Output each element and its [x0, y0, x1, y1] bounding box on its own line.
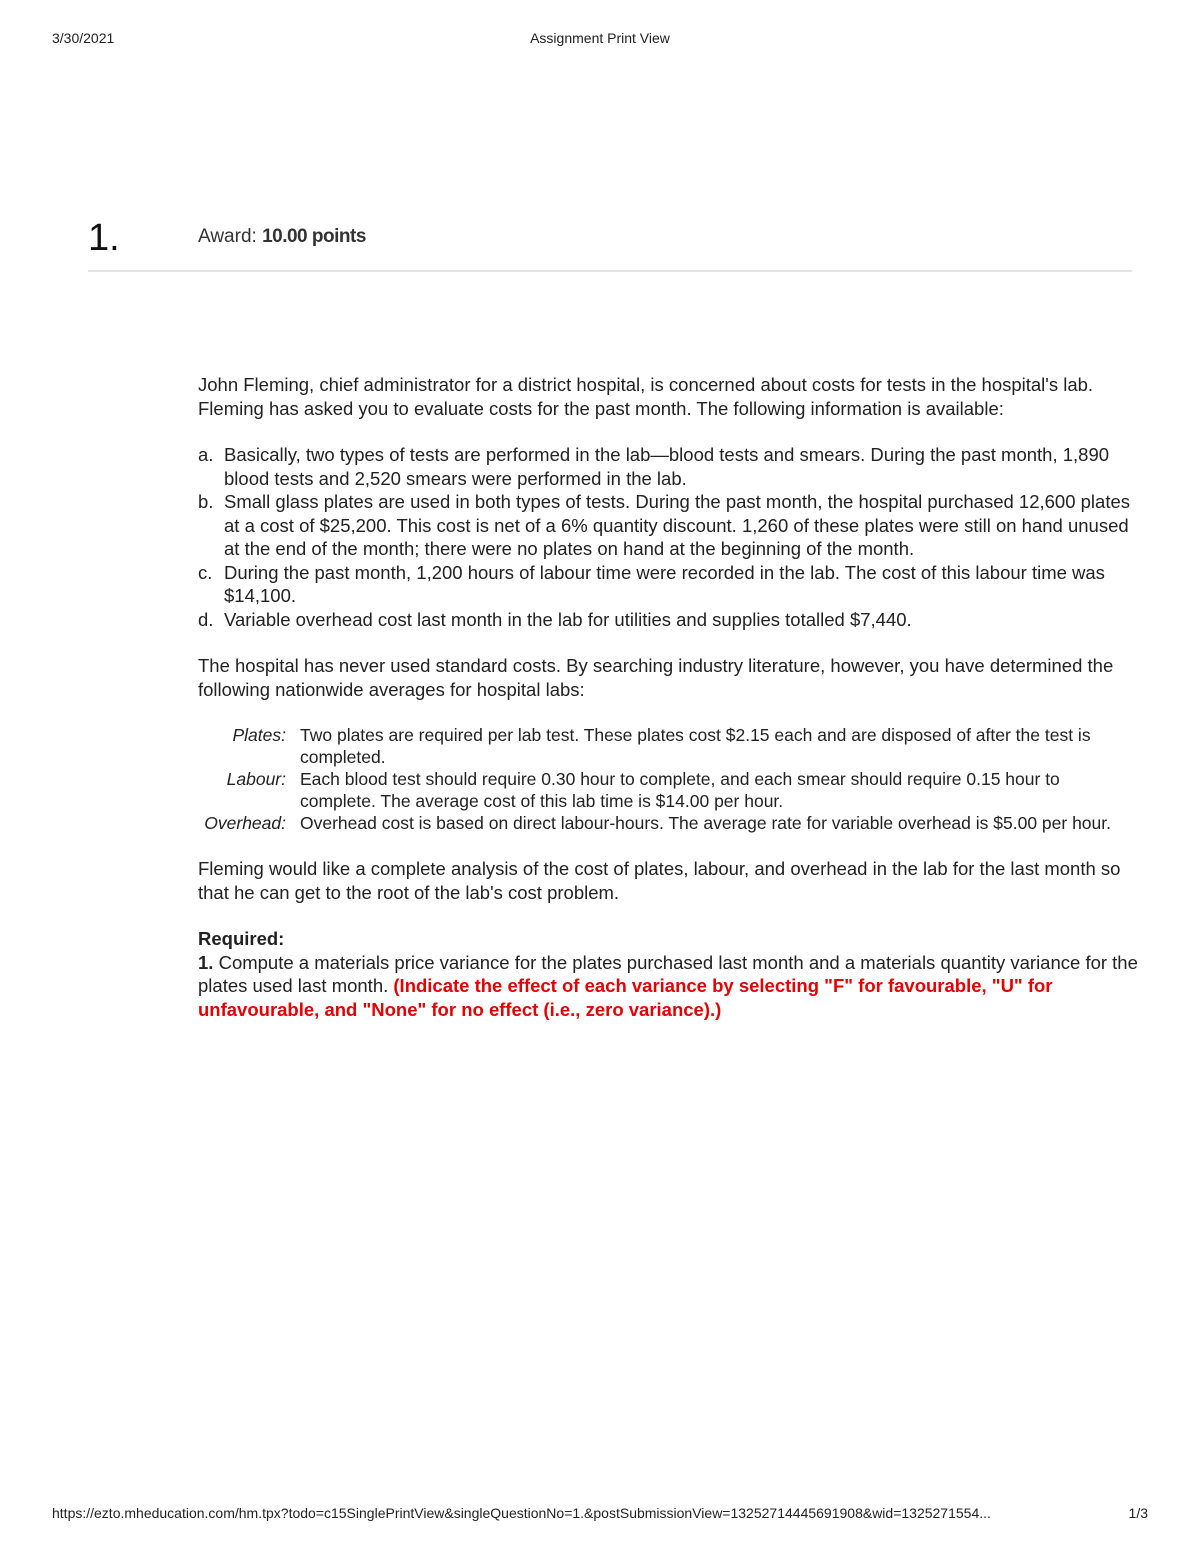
award-points: 10.00 points	[262, 226, 366, 247]
standards-intro-paragraph: The hospital has never used standard costs. By searching industry literature, however, you have determined the following nationwide averages for hospital labs:	[198, 655, 1114, 700]
list-marker: b.	[198, 491, 214, 512]
page-number: 1/3	[1128, 1505, 1148, 1521]
info-list	[198, 443, 1138, 631]
standards-text: Overhead cost is based on direct labour-hours. The average rate for variable overhead is $5.00 per hour.	[300, 813, 1111, 833]
page-url: https://ezto.mheducation.com/hm.tpx?todo=c15SinglePrintView&singleQuestionNo=1.&postSubmissionView=13252714445691908&wid=1325271554...	[52, 1505, 991, 1521]
standards-text: Each blood test should require 0.30 hour to complete, and each smear should require 0.15 hour to complete. The average cost of this lab time is $14.00 per hour.	[300, 769, 1060, 811]
list-item-text: Basically, two types of tests are performed in the lab—blood tests and smears. During the past month, 1,890 blood tests and 2,520 smears were performed in the lab.	[224, 444, 1110, 489]
standards-text: Two plates are required per lab test. These plates cost $2.15 each and are disposed of after the test is completed.	[300, 725, 1091, 767]
question-header	[88, 214, 1132, 272]
list-item	[198, 443, 1138, 490]
required-text: Compute a materials price variance for the plates purchased last month and a materials quantity variance for the plates used last month.	[198, 951, 1138, 996]
print-title: Assignment Print View	[530, 30, 670, 46]
required-number: 1.	[198, 951, 214, 973]
print-header	[52, 30, 1148, 50]
standards-label: Labour:	[226, 769, 286, 789]
list-item	[198, 490, 1138, 561]
list-item-text: During the past month, 1,200 hours of labour time were recorded in the lab. The cost of this labour time was $14,100.	[224, 561, 1105, 606]
list-item	[198, 561, 1138, 608]
analysis-paragraph: Fleming would like a complete analysis of the cost of plates, labour, and overhead in the lab for the last month so that he can get to the root of the lab's cost problem.	[198, 858, 1121, 903]
list-marker: c.	[198, 561, 213, 583]
award-label: Award:	[198, 226, 257, 247]
required-paragraph	[198, 951, 1138, 1022]
list-marker: d.	[198, 608, 214, 630]
standards-row	[0, 812, 1138, 834]
print-date: 3/30/2021	[52, 30, 115, 46]
standards-table	[0, 724, 1138, 834]
required-instruction-note: (Indicate the effect of each variance by selecting "F" for favourable, "U" for unfavourable, and "None" for no effect (i.e., zero variance).)	[198, 975, 1053, 1020]
list-item-text: Variable overhead cost last month in the lab for utilities and supplies totalled $7,440.	[224, 608, 912, 630]
intro-paragraph: John Fleming, chief administrator for a district hospital, is concerned about costs for tests in the hospital's lab. Fleming has asked you to evaluate costs for the past month. The following information is available:	[198, 374, 1094, 419]
standards-label: Plates:	[232, 725, 286, 745]
list-item-text: Small glass plates are used in both types of tests. During the past month, the hospital purchased 12,600 plates at a cost of $25,200. This cost is net of a 6% quantity discount. 1,260 of these plates were still on hand unused at the end of the month; there were no plates on hand at the beginning of the month.	[224, 491, 1131, 559]
standards-row	[0, 768, 1138, 812]
list-item	[198, 608, 1138, 632]
standards-row	[0, 724, 1138, 768]
question-number: 1.	[88, 217, 120, 259]
award-line	[198, 226, 366, 248]
question-body	[198, 373, 1138, 1021]
list-marker: a.	[198, 444, 214, 465]
required-heading: Required:	[198, 928, 285, 949]
standards-label: Overhead:	[204, 813, 286, 833]
